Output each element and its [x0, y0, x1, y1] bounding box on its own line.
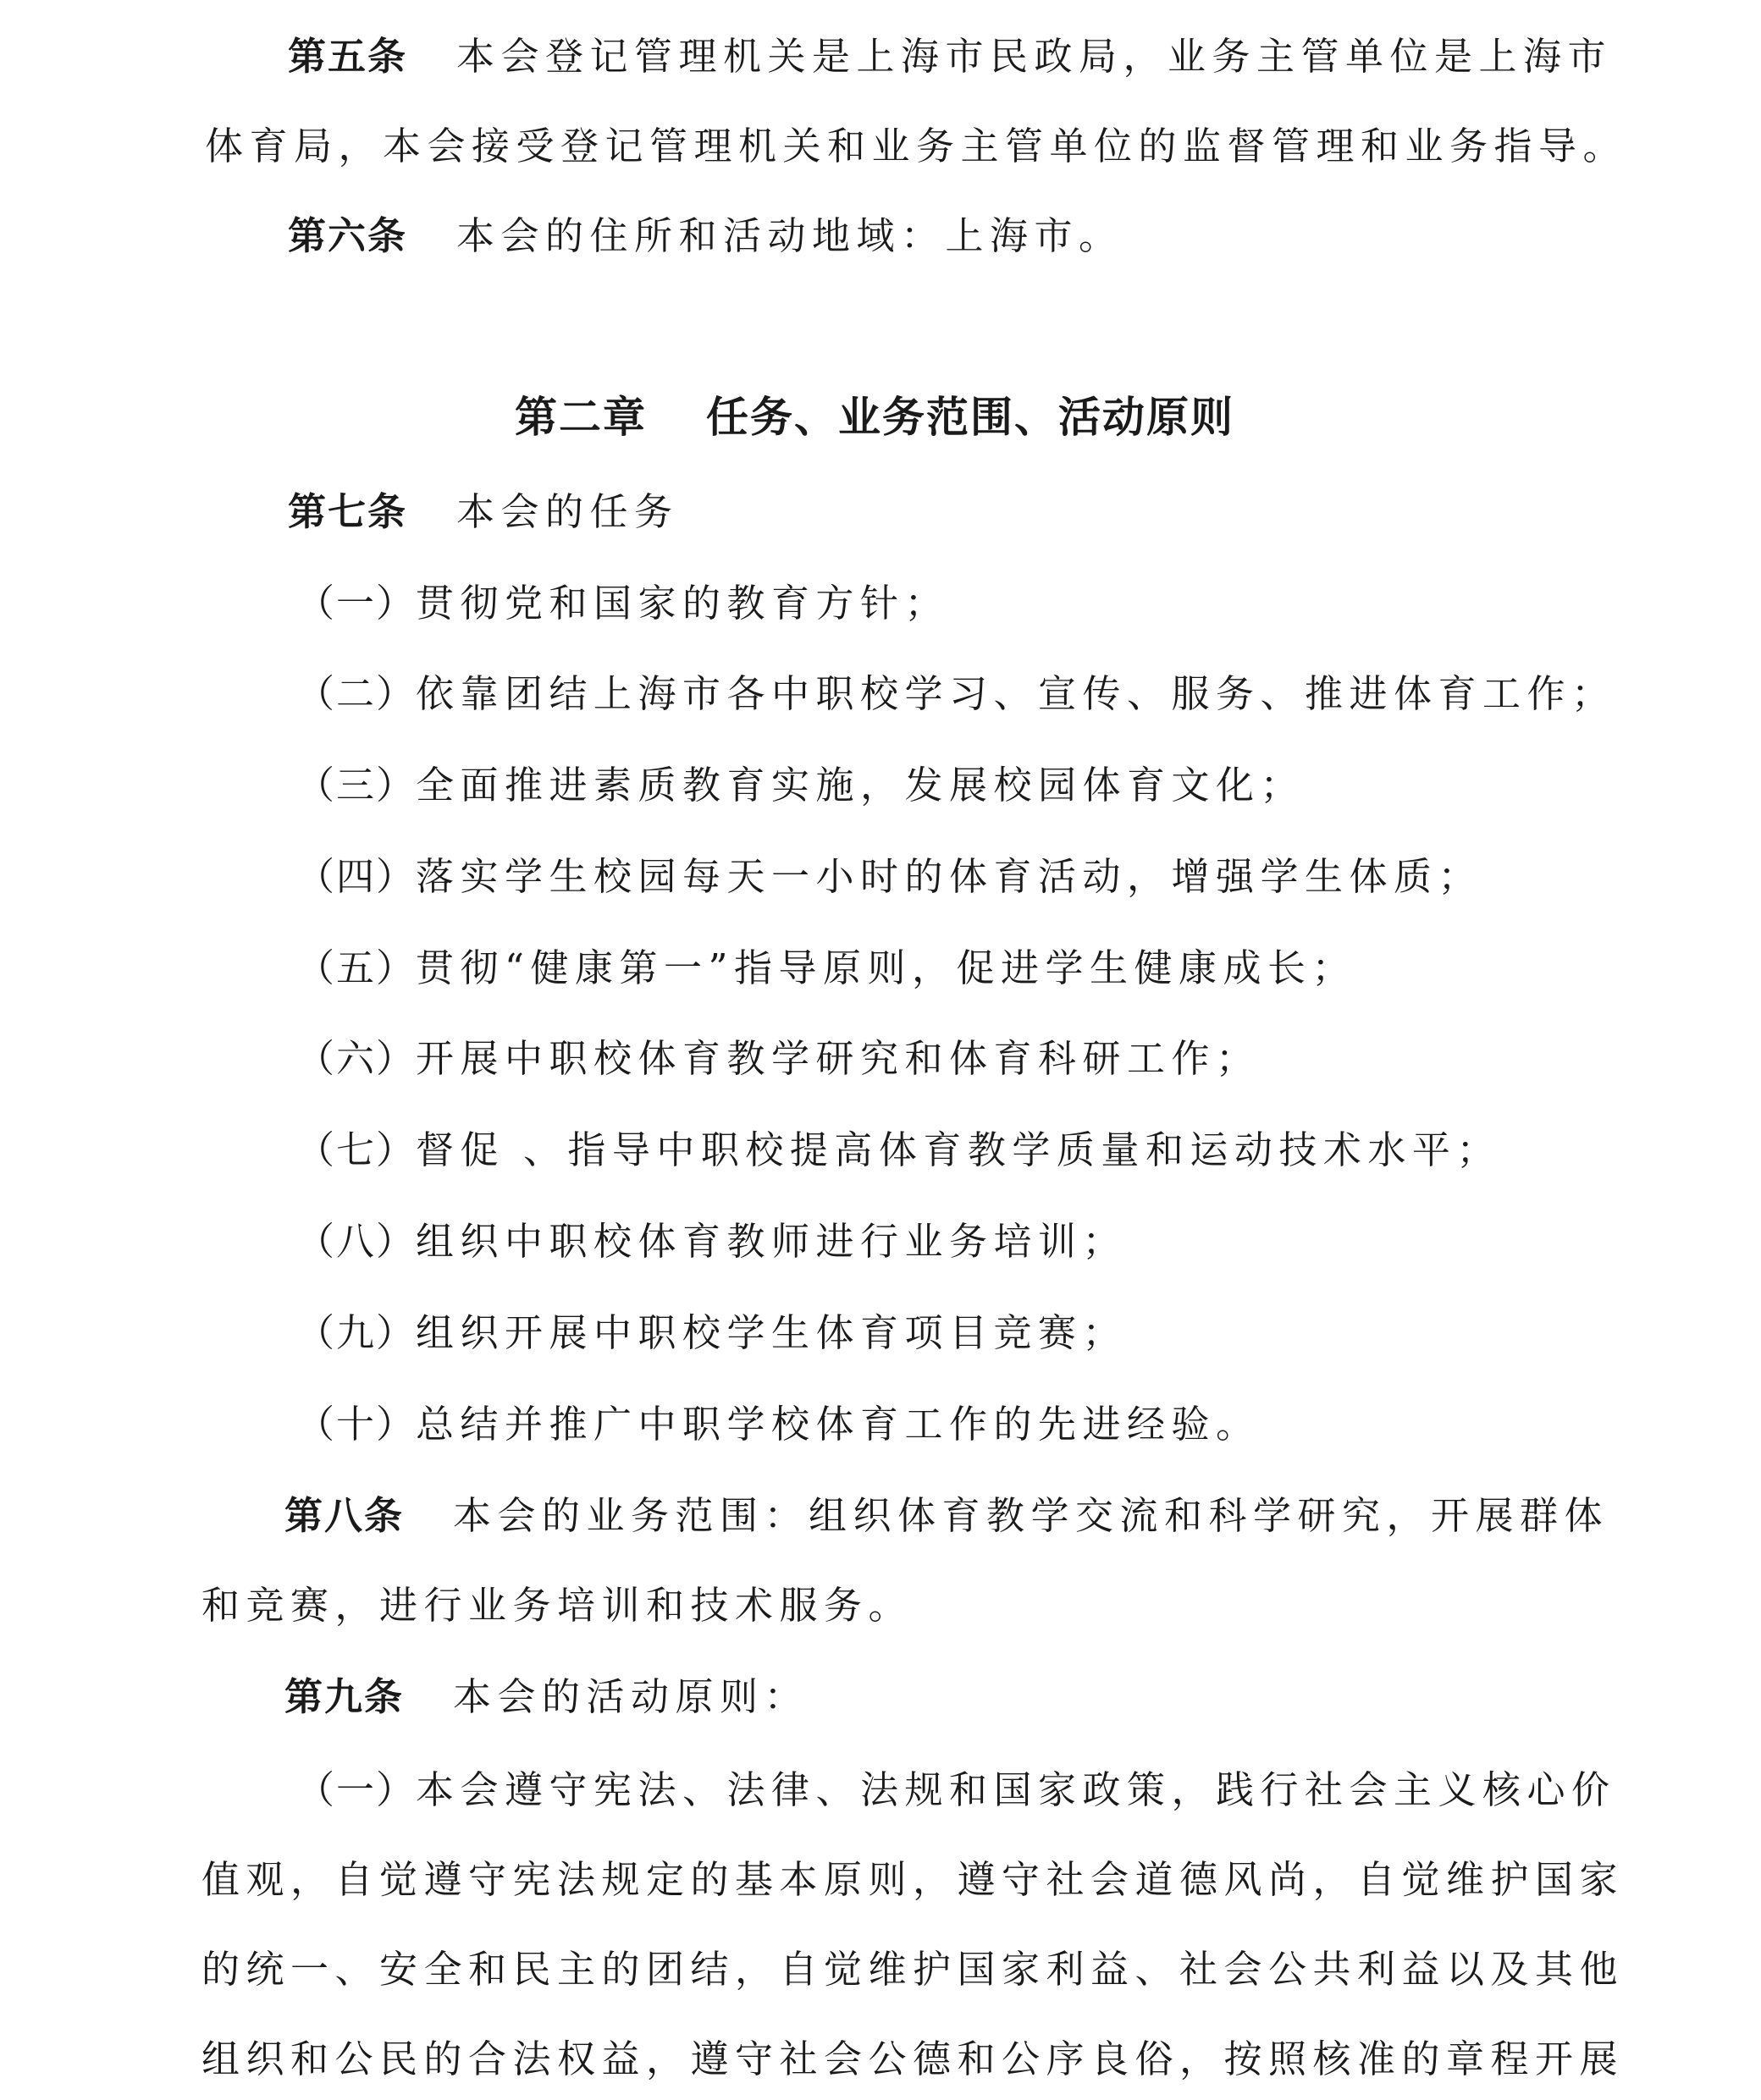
article-9-item-1-line-4: 组织和公民的合法权益，遵守社会公德和公序良俗，按照核准的章程开展 [201, 2037, 1625, 2081]
chapter-heading [515, 393, 1234, 442]
item-number: （一） [296, 581, 417, 626]
article-6-line [288, 213, 1123, 258]
article-7-item [296, 1310, 1128, 1355]
article-9-item-1-line-1 [296, 1767, 1616, 1812]
chapter-title: 任务、业务范围、活动原则 [706, 393, 1234, 442]
article-9-line [284, 1674, 809, 1719]
chapter-number: 第二章 [515, 393, 647, 442]
article-9-text: 本会的活动原则： [453, 1674, 809, 1719]
item-text: 全面推进素质教育实施，发展校园体育文化； [416, 763, 1306, 807]
article-5-label: 第五条 [288, 34, 408, 79]
article-8-line-2: 和竞赛，进行业务培训和技术服务。 [201, 1583, 914, 1628]
item-text: 本会遵守宪法、法律、法规和国家政策，践行社会主义核心价 [416, 1767, 1616, 1812]
article-7-item [296, 854, 1483, 899]
article-5-line-1 [288, 34, 1613, 79]
article-7-item [296, 581, 950, 626]
article-9-label: 第九条 [284, 1674, 405, 1719]
item-text: 贯彻党和国家的教育方针； [416, 581, 950, 626]
article-7-item [296, 1127, 1501, 1172]
item-text: 总结并推广中职学校体育工作的先进经验。 [416, 1402, 1261, 1447]
article-9-item-1-line-3: 的统一、安全和民主的团结，自觉维护国家利益、社会公共利益以及其他 [201, 1947, 1625, 1992]
item-number: （七） [296, 1127, 417, 1172]
article-8-label: 第八条 [284, 1493, 405, 1538]
article-7-text: 本会的任务 [456, 489, 679, 534]
article-7-item [296, 1219, 1128, 1264]
item-text: 督促 、指导中职校提高体育教学质量和运动技术水平； [416, 1127, 1501, 1172]
item-number: （四） [296, 854, 417, 899]
item-number: （九） [296, 1310, 417, 1355]
item-text: 贯彻“健康第一”指导原则，促进学生健康成长； [416, 945, 1357, 990]
article-5-line-2: 体育局，本会接受登记管理机关和业务主管单位的监督管理和业务指导。 [205, 124, 1628, 168]
article-7-item [296, 1402, 1261, 1447]
article-8-line-1 [284, 1493, 1609, 1538]
article-7-item [296, 1036, 1261, 1081]
article-6-text: 本会的住所和活动地域：上海市。 [456, 213, 1123, 258]
article-6-label: 第六条 [288, 213, 408, 258]
item-text: 组织中职校体育教师进行业务培训； [416, 1219, 1128, 1264]
item-text: 依靠团结上海市各中职校学习、宣传、服务、推进体育工作； [416, 671, 1616, 716]
article-7-line [288, 489, 679, 534]
item-number: （六） [296, 1036, 417, 1081]
item-number: （八） [296, 1219, 417, 1264]
item-number: （二） [296, 671, 417, 716]
item-number: （一） [296, 1767, 417, 1812]
article-7-item [296, 945, 1357, 990]
item-text: 开展中职校体育教学研究和体育科研工作； [416, 1036, 1261, 1081]
article-8-text-1: 本会的业务范围：组织体育教学交流和科学研究，开展群体 [453, 1493, 1609, 1538]
article-5-text-1: 本会登记管理机关是上海市民政局，业务主管单位是上海市 [456, 34, 1613, 79]
article-7-label: 第七条 [288, 489, 408, 534]
article-7-item [296, 763, 1306, 807]
item-text: 落实学生校园每天一小时的体育活动，增强学生体质； [416, 854, 1483, 899]
item-number: （十） [296, 1402, 417, 1447]
item-text: 组织开展中职校学生体育项目竞赛； [416, 1310, 1128, 1355]
article-9-item-1-line-2: 值观，自觉遵守宪法规定的基本原则，遵守社会道德风尚，自觉维护国家 [201, 1857, 1625, 1902]
item-number: （五） [296, 945, 417, 990]
article-7-item [296, 671, 1616, 716]
item-number: （三） [296, 763, 417, 807]
